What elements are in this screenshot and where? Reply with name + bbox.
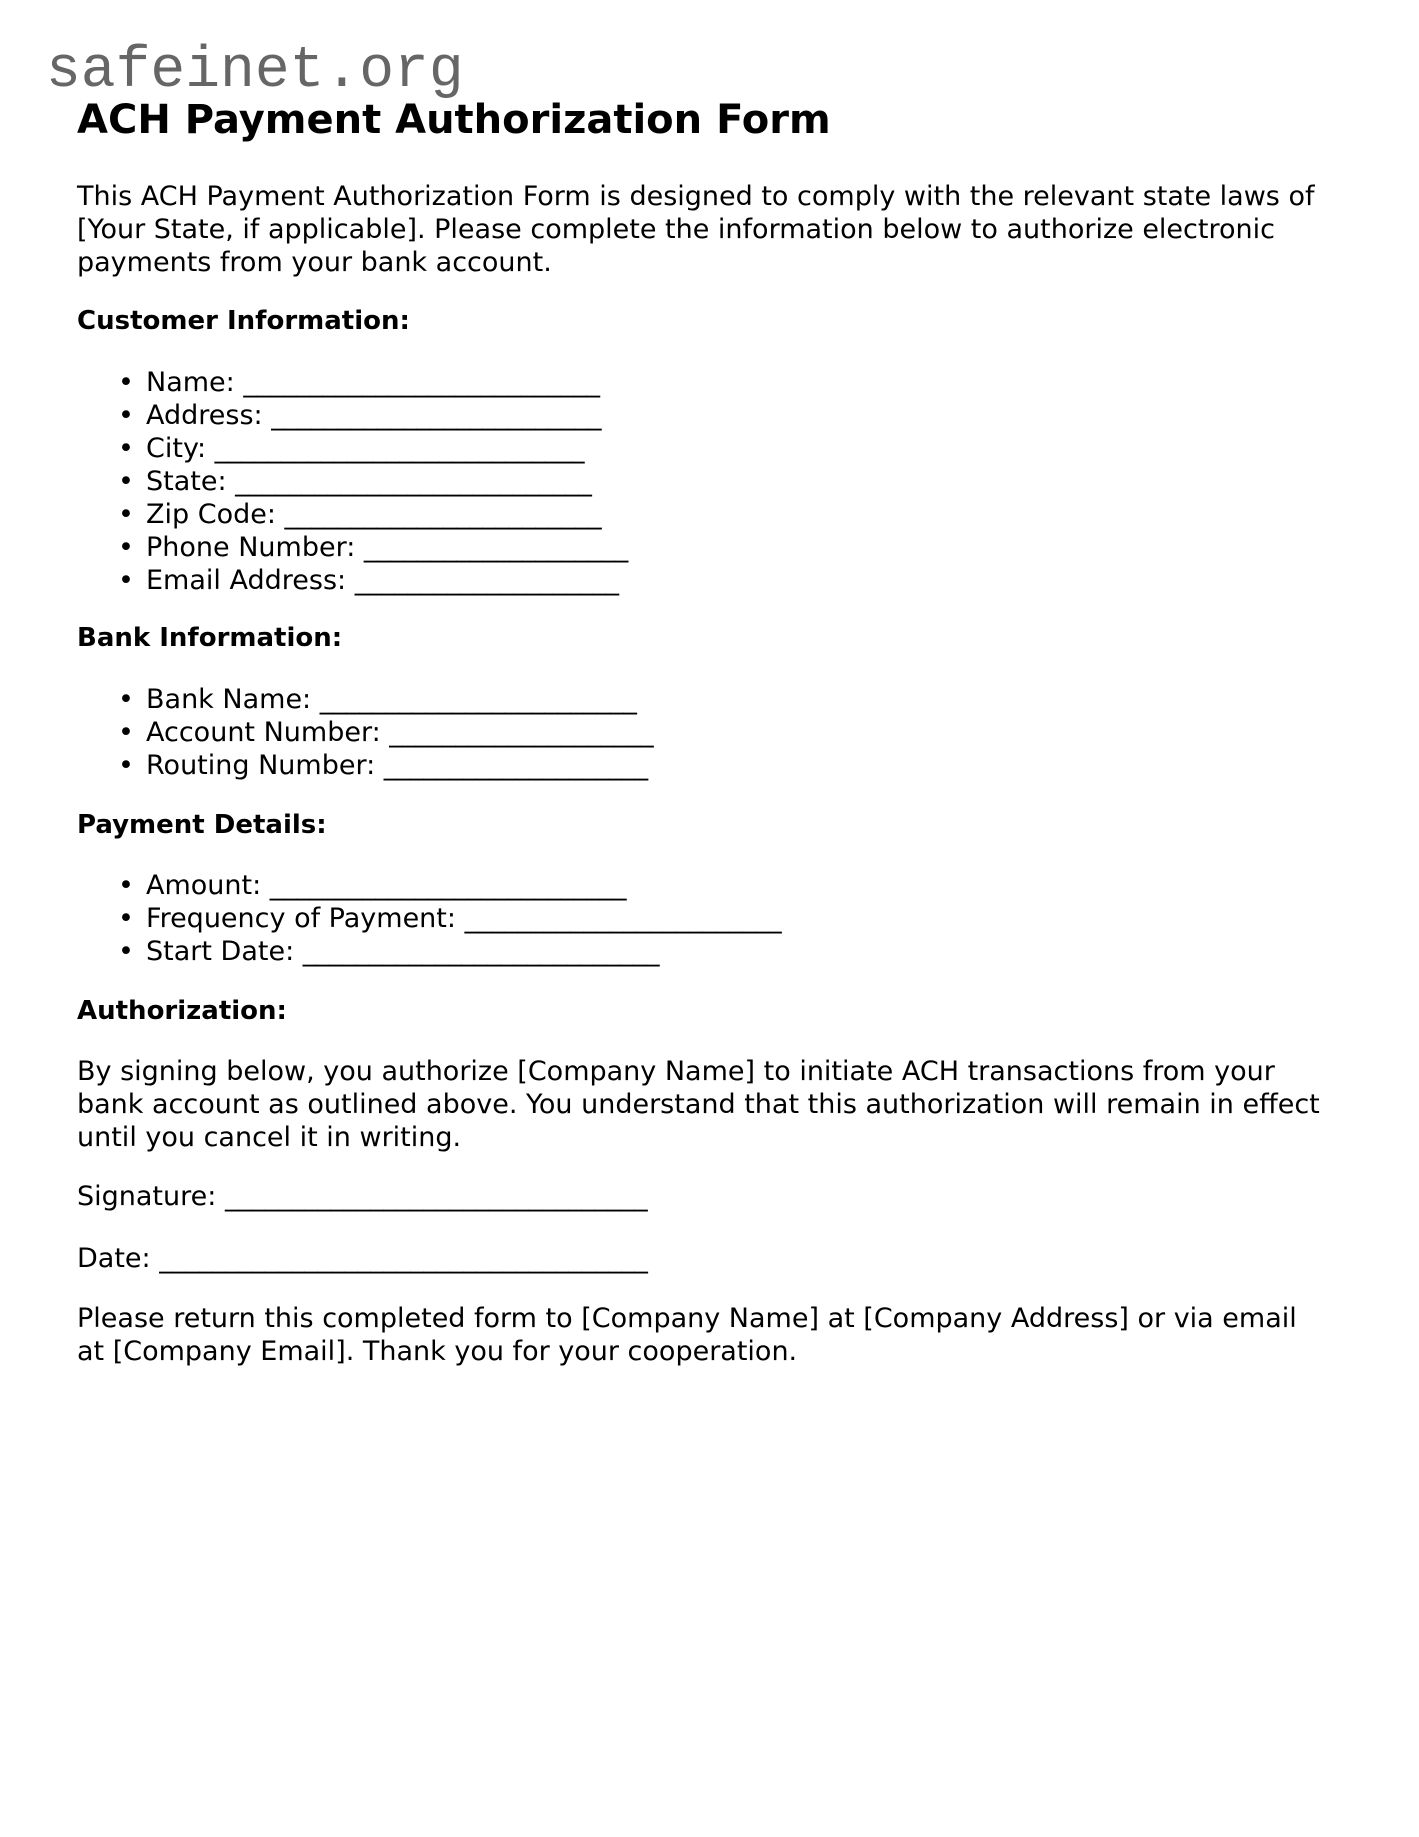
bullet-icon: •: [118, 532, 134, 563]
field-routing-number[interactable]: [77, 749, 653, 782]
field-label: Phone Number:: [146, 532, 356, 563]
field-label: Account Number:: [146, 717, 381, 748]
field-label: City:: [146, 433, 207, 464]
field-label: Amount:: [146, 870, 262, 901]
field-blank[interactable]: ____________________: [389, 717, 654, 748]
date-blank[interactable]: _____________________________________: [159, 1243, 648, 1274]
bullet-icon: •: [118, 903, 134, 934]
field-blank[interactable]: ____________________: [363, 532, 628, 563]
authorization-paragraph: By signing below, you authorize [Company Name] to initiate ACH transactions from your bank account as outlined above. You understand that this authorization will remain in effect until you cancel it in writing.: [77, 1056, 1320, 1153]
field-state[interactable]: [77, 465, 628, 498]
watermark: safeinet.org: [46, 39, 464, 104]
field-account-number[interactable]: [77, 716, 653, 749]
bullet-icon: •: [118, 466, 134, 497]
field-label: State:: [146, 466, 227, 497]
field-frequency[interactable]: [77, 902, 781, 935]
field-label: Start Date:: [146, 936, 295, 967]
closing-paragraph: Please return this completed form to [Company Name] at [Company Address] or via email at [Company Email]. Thank you for your cooperation.: [77, 1303, 1297, 1367]
customer-heading: Customer Information:: [77, 306, 410, 336]
customer-fields: [77, 366, 628, 597]
field-blank[interactable]: ____________________________: [214, 433, 585, 464]
intro-paragraph: This ACH Payment Authorization Form is designed to comply with the relevant state laws of [Your State, if applicable]. Please complete the information below to authorize electronic payments from your bank account.: [77, 181, 1315, 278]
date-label: Date:: [77, 1243, 151, 1274]
field-email-address[interactable]: [77, 564, 628, 597]
field-blank[interactable]: ___________________________: [235, 466, 592, 497]
field-bank-name[interactable]: [77, 683, 653, 716]
bank-fields: [77, 683, 653, 782]
bullet-icon: •: [118, 367, 134, 398]
field-start-date[interactable]: [77, 935, 781, 968]
field-blank[interactable]: _________________________: [271, 400, 602, 431]
bullet-icon: •: [118, 684, 134, 715]
bullet-icon: •: [118, 499, 134, 530]
field-address[interactable]: [77, 399, 628, 432]
signature-label: Signature:: [77, 1181, 217, 1212]
bullet-icon: •: [118, 870, 134, 901]
field-blank[interactable]: ____________________: [354, 565, 619, 596]
field-label: Bank Name:: [146, 684, 312, 715]
field-label: Zip Code:: [146, 499, 276, 530]
bullet-icon: •: [118, 936, 134, 967]
field-amount[interactable]: [77, 869, 781, 902]
field-blank[interactable]: ________________________: [464, 903, 782, 934]
field-city[interactable]: [77, 432, 628, 465]
field-phone-number[interactable]: [77, 531, 628, 564]
page-title: ACH Payment Authorization Form: [77, 97, 831, 143]
field-name[interactable]: [77, 366, 628, 399]
field-label: Address:: [146, 400, 263, 431]
date-line[interactable]: [77, 1242, 1329, 1275]
field-label: Name:: [146, 367, 235, 398]
bullet-icon: •: [118, 750, 134, 781]
field-label: Frequency of Payment:: [146, 903, 456, 934]
field-zip-code[interactable]: [77, 498, 628, 531]
bullet-icon: •: [118, 565, 134, 596]
signature-blank[interactable]: ________________________________: [224, 1181, 648, 1212]
payment-heading: Payment Details:: [77, 810, 327, 840]
signature-line[interactable]: [77, 1180, 1329, 1213]
bank-heading: Bank Information:: [77, 623, 343, 653]
field-label: Routing Number:: [146, 750, 376, 781]
bullet-icon: •: [118, 433, 134, 464]
field-blank[interactable]: ____________________: [383, 750, 648, 781]
bullet-icon: •: [118, 717, 134, 748]
field-label: Email Address:: [146, 565, 347, 596]
field-blank[interactable]: ___________________________: [243, 367, 600, 398]
authorization-heading: Authorization:: [77, 996, 287, 1026]
bullet-icon: •: [118, 400, 134, 431]
field-blank[interactable]: ___________________________: [269, 870, 627, 901]
field-blank[interactable]: ________________________: [284, 499, 602, 530]
field-blank[interactable]: ________________________: [319, 684, 637, 715]
payment-fields: [77, 869, 781, 968]
field-blank[interactable]: ___________________________: [302, 936, 660, 967]
